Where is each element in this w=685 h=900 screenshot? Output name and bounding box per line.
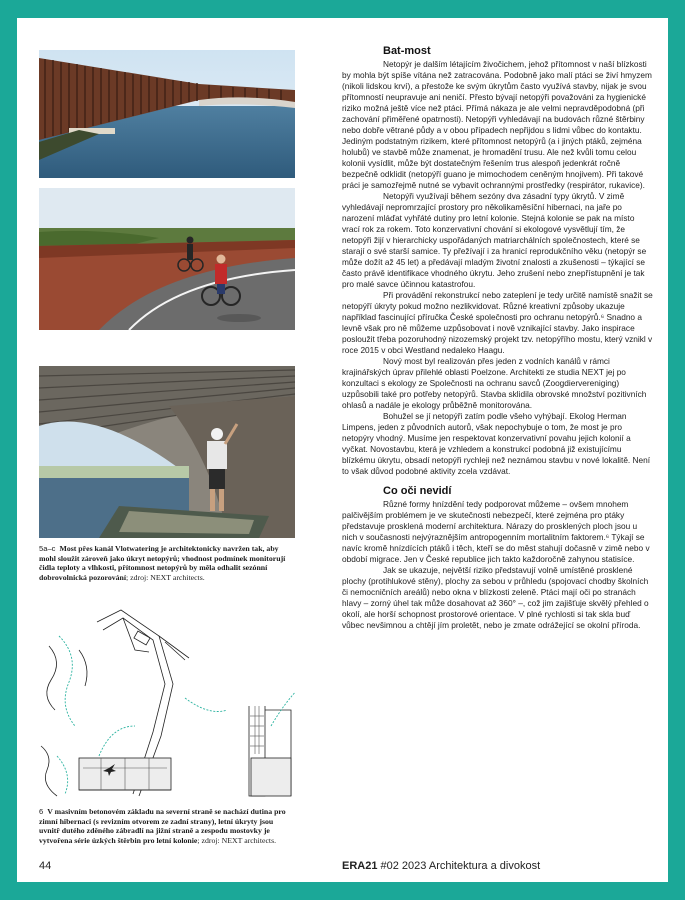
- section-heading-unseen: Co oči nevidí: [383, 485, 452, 497]
- paragraph: Jak se ukazuje, největší riziko představují volně umístěné prosklené plochy (protihlukové stěny), plochy za sebou v průhledu (spojovací chodby školních či nemocničních areálů) nebo okna v blízkosti zeleně. Ptáci mají oči po stranách hlavy – zorný úhel tak může dosahovat až 360° –, což jim zajišťuje skvělý přehled o okolí, ale horší schopnost prostorové orientace. V plné rychlosti si tak skla buď vůbec nevšimnou a chtějí jím proletět, nebo je zmate odrážející se okolní příroda.: [342, 565, 649, 630]
- caption-number: 6: [39, 807, 44, 816]
- page-footer: [17, 860, 668, 876]
- paragraph: Při provádění rekonstrukcí nebo zateplení je tedy určitě namístě snažit se netopýří úkryty pokud možno nezlikvidovat. Různé kreativní způsoby ukazuje například fascinující příručka České společnosti pro ochranu netopýrů.⁶ Snadno a levně však pro ně můžeme uzpůsobovat i nově vznikající stavby. Jako inspirace posloužit třeba pozoruhodný nizozemský projekt tzv. netopýřího mostu, který vznikl v roce 2015 v obci Westland nedaleko Haagu.: [342, 290, 653, 355]
- caption-source: ; zdroj: NEXT architects.: [126, 572, 205, 582]
- caption-text: V masivním betonovém základu na severní straně se nachází dutina pro zimní hibernaci (s revizním otvorem ze zadní strany), letní úkryty jsou uvnitř dutého zděného zábradlí na jižní straně a zespodu mostovky je vytvořena série úzkých štěrbin pro letní kolonie: [39, 807, 286, 845]
- diagram-caption: [39, 807, 295, 845]
- paragraph: Nový most byl realizován přes jeden z vodních kanálů v rámci krajinářských úprav přilehlé oblasti Poelzone. Architekti ze studia NEXT jej po konzultaci s ekology ze Společnosti na ochranu savců (Zoogdiervereniging) uzpůsobili také pro potřeby netopýrů. Stavba sklidila obrovské množství pozitivních ohlasů a nadále je ekology průběžně monitorována.: [342, 356, 647, 410]
- paragraph: Netopýr je dalším létajícím živočichem, jehož přítomnost v naší blízkosti by mohla být spíše vítána než zatracována. Podobně jako malí ptáci se živí hmyzem (nikoli lidskou krví), a přestože ke svým úkrytům často využívá stavby, nijak je svou přítomností neupravuje ani neničí. Přesto bývají netopýři považováni za hygienické riziko možná ještě více než ptáci. Přímá nákaza je ale velmi nepravděpodobná (při zachování přiměřené opatrnosti). Netopýři vyhledávají na budovách různé štěrbiny nebo dobře větrané půdy a v obou případech nepřijdou s lidmi vůbec do kontaktu. Jediným podstatným rizikem, které přítomnost netopýrů (a i jiných ptáků, zejména holubů) ve stavbě může znamenat, je hromadění trusu. Ale než kvůli tomu celou kolonii vysídlit, může být dostatečným řešením trus alespoň jedenkrát ročně bezpečně odklidit (netopýří guano je mimochodem ceněným hnojivem). Při takové práci je samozřejmě nutné se vybavit ochrannými prostředky (respirátor, rukavice).: [342, 59, 652, 190]
- article-body: [342, 45, 654, 631]
- issue-title: #02 2023 Architektura a divokost: [377, 860, 541, 872]
- page: [17, 18, 668, 882]
- section-heading-bat-bridge: Bat-most: [383, 45, 431, 57]
- caption-number: 5a–c: [39, 544, 56, 553]
- paragraph: Bohužel se jí netopýři zatím podle všeho vyhýbají. Ekolog Herman Limpens, jeden z původních autorů, však nepochybuje o tom, že most je pro netopýry vhodný. Musíme jen respektovat konzervativní povahu jejich kolonií a vyčkat. Novostavbu, která je vzhledem a konstrukcí podobná již existujícímu blízkému úkrytu, obsadí netopýři rychleji než neznámou stavbu v nové lokalitě. Není to však důvod podobné aktivity zcela vzdávat.: [342, 411, 651, 476]
- caption-text: Most přes kanál Vlotwatering je architektonicky navržen tak, aby mohl sloužit zároveň jako úkryt netopýrů; vhodnost podmínek monitorují čidla teploty a vlhkosti, přítomnost netopýrů by měla odhalit sezónní dobrovolnická pozorování: [39, 544, 286, 582]
- caption-source: ; zdroj: NEXT architects.: [197, 835, 277, 845]
- magazine-issue: [342, 860, 540, 872]
- magazine-name: ERA21: [342, 860, 378, 872]
- bridge-photo-canal: [39, 50, 295, 178]
- bridge-photo-underside: [39, 366, 295, 538]
- bridge-photo-cyclists: [39, 188, 295, 330]
- bat-roost-diagram: [39, 606, 295, 802]
- paragraph: Netopýři využívají během sezóny dva zásadní typy úkrytů. V zimě vyhledávají nepromrzající prostory pro několikaměsíční hibernaci, na jaře po narození mláďat vyhřáté dutiny pro letní kolonie. Stejná kolonie se pak na místo vrací rok za rokem. Toto konzervativní chování si ekologové vysvětlují tím, že netopýři žijí v hierarchicky uspořádaných matriarchálních společnostech, které se starají o své starší samice. Ty přežívají i za hranicí reprodukčního věku (netopýr se může dožít až 45 let) a předávají mladým životní znalosti a zkušenosti – týkající se často právě identifikace vhodného úkrytu. Jeho zrušení nebo znepřístupnění je tak pro malé savce účinnou katastrofou.: [342, 191, 647, 289]
- paragraph: Různé formy hnízdění tedy podporovat můžeme – ovšem mnohem palčivějším problémem je ve skutečnosti nebezpečí, které zejména pro ptáky představuje prosklená moderní architektura. Nárazy do prosklených ploch jsou u nich v současnosti nejvýraznějším antropogenním mortalitním faktorem.⁶ Týkají se navíc kromě hnízdících ptáků i těch, kteří se do měst stahují dočasně v zimě nebo v období migrace. Jen v České republice jich takto každoročně zahynou statisíce.: [342, 499, 650, 564]
- page-number: 44: [39, 860, 52, 872]
- photo-caption: [39, 544, 295, 582]
